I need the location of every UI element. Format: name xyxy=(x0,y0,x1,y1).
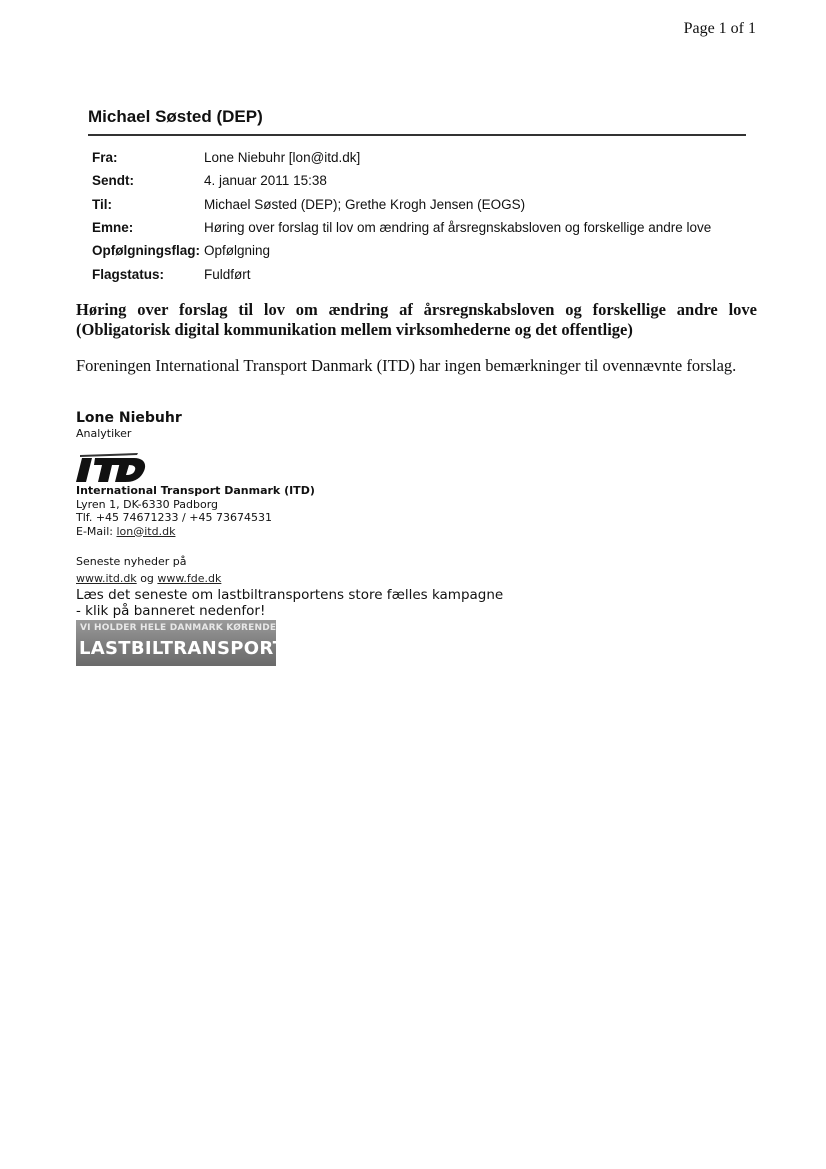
header-row-flag xyxy=(92,239,711,262)
company-phone: Tlf. +45 74671233 / +45 73674531 xyxy=(76,511,272,524)
header-value-flag-status: Fuldført xyxy=(204,266,251,282)
email-body: Foreningen International Transport Danmark (ITD) har ingen bemærkninger til ovennævnte forslag. xyxy=(76,356,737,375)
company-info xyxy=(76,484,315,538)
company-email-line xyxy=(76,525,315,539)
news-label: Seneste nyheder på xyxy=(76,555,187,568)
header-row-subject xyxy=(92,216,711,239)
signature-name: Lone Niebuhr xyxy=(76,410,182,426)
sender-header: Michael Søsted (DEP) xyxy=(88,107,263,126)
signature-block xyxy=(76,410,182,440)
email-label: E-Mail: xyxy=(76,524,113,538)
header-value-to: Michael Søsted (DEP); Grethe Krogh Jensen (EOGS) xyxy=(204,196,526,212)
header-value-sent: 4. januar 2011 15:38 xyxy=(204,173,327,189)
campaign-line-2: - klik på banneret nedenfor! xyxy=(76,603,266,619)
news-block xyxy=(76,553,221,587)
news-links xyxy=(76,570,221,587)
lastbiltransport-banner[interactable] xyxy=(76,620,320,666)
campaign-line-1: Læs det seneste om lastbiltransportens store fælles kampagne xyxy=(76,587,504,603)
header-row-from xyxy=(92,146,711,169)
header-label: Opfølgningsflag: xyxy=(92,243,200,259)
header-label: Emne: xyxy=(92,220,134,236)
header-value-flag: Opfølgning xyxy=(204,243,271,259)
header-divider xyxy=(88,134,746,136)
header-row-sent xyxy=(92,169,711,192)
itd-logo-icon xyxy=(76,452,146,484)
subject-heading: Høring over forslag til lov om ændring af årsregnskabsloven og forskellige andre love (Obligatorisk digital kommunikation mellem virksomhederne og det offentlige) xyxy=(76,300,757,339)
header-label: Fra: xyxy=(92,150,118,166)
header-row-to xyxy=(92,193,711,216)
header-label: Til: xyxy=(92,196,112,212)
banner-tagline: VI HOLDER HELE DANMARK KØRENDE xyxy=(80,623,277,633)
company-address: Lyren 1, DK-6330 Padborg xyxy=(76,497,219,511)
fde-website-link[interactable]: www.fde.dk xyxy=(157,572,222,585)
header-row-flag-status xyxy=(92,262,711,285)
company-name: International Transport Danmark (ITD) xyxy=(76,484,315,497)
page-number: Page 1 of 1 xyxy=(683,20,756,37)
signature-role: Analytiker xyxy=(76,427,132,440)
header-value-from: Lone Niebuhr [lon@itd.dk] xyxy=(204,150,361,166)
link-joiner: og xyxy=(140,572,154,585)
header-label: Sendt: xyxy=(92,173,134,189)
header-value-subject: Høring over forslag til lov om ændring af årsregnskabsloven og forskellige andre love xyxy=(204,220,712,236)
campaign-text xyxy=(76,587,503,619)
email-link[interactable]: lon@itd.dk xyxy=(116,524,176,538)
itd-website-link[interactable]: www.itd.dk xyxy=(76,572,137,585)
email-headers xyxy=(92,146,711,286)
banner-title: LASTBILTRANSPORT.DK xyxy=(79,638,320,659)
header-label: Flagstatus: xyxy=(92,266,165,282)
